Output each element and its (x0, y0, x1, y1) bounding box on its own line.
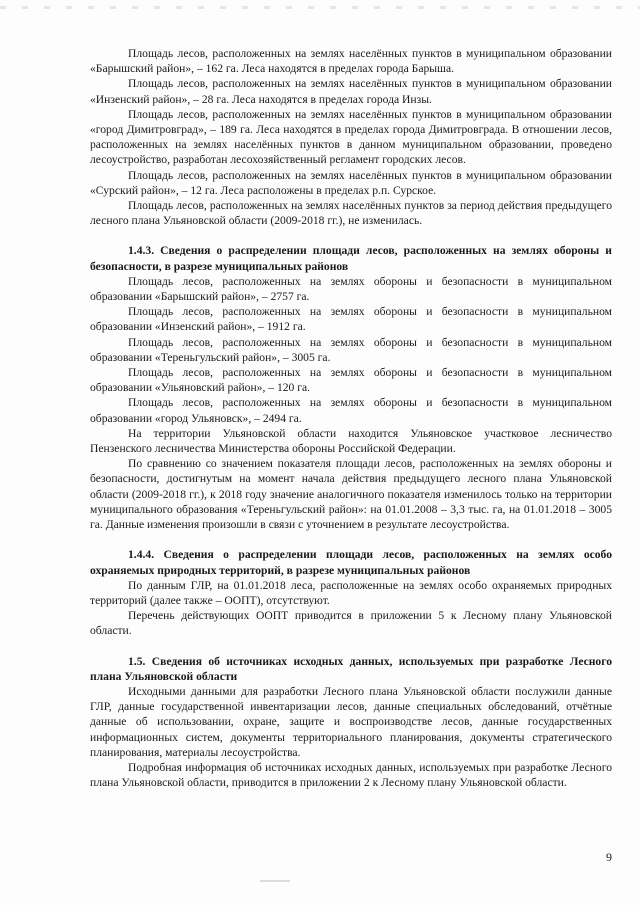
paragraph: Площадь лесов, расположенных на землях обороны и безопасности в муниципальном образовании «Барышский район», – 2757 га. (90, 274, 612, 304)
paragraph: Площадь лесов, расположенных на землях населённых пунктов в муниципальном образовании «город Димитровград», – 189 га. Леса находятся в пределах города Димитровграда. В отношении лесов, расположенных на землях населённых пунктов в данном муниципальном образовании, проведено лесоустройство, разработан лесохозяйственный регламент городских лесов. (90, 107, 612, 167)
paragraph: Площадь лесов, расположенных на землях населённых пунктов в муниципальном образовании «Барышский район», – 162 га. Леса находятся в пределах города Барыша. (90, 47, 612, 76)
page-number: 9 (606, 850, 612, 864)
paragraph: Перечень действующих ООПТ приводится в приложении 5 к Лесному плану Ульяновской области. (90, 609, 612, 638)
paragraph: Исходными данными для разработки Лесного плана Ульяновской области послужили данные ГЛР, данные государственной инвентаризации лесов, данные специальных обследований, отчётные данные об использовании, охране, защите и воспроизводстве лесов, данные государственных информационных систем, документы территориального планирования, документы стратегического планирования, материалы лесоустройства. (90, 684, 612, 759)
paragraph: Площадь лесов, расположенных на землях населённых пунктов в муниципальном образовании «Инзенский район», – 28 га. Леса находятся в пределах города Инзы. (90, 77, 612, 106)
section-heading-1-4-3: 1.4.3. Сведения о распределении площади лесов, расположенных на землях обороны и безопасности, в разрезе муниципальных районов (90, 244, 612, 273)
paragraph: Площадь лесов, расположенных на землях обороны и безопасности в муниципальном образовании «Ульяновский район», – 120 га. (90, 366, 612, 395)
paragraph: Площадь лесов, расположенных на землях обороны и безопасности в муниципальном образовании «Тереньгульский район», – 3005 га. (90, 335, 612, 364)
paragraph: Площадь лесов, расположенных на землях населённых пунктов за период действия предыдущего лесного плана Ульяновской области (2009-2018 гг.), не изменилась. (90, 199, 612, 228)
paragraph: Площадь лесов, расположенных на землях обороны и безопасности в муниципальном образовании «Инзенский район», – 1912 га. (90, 305, 612, 334)
paragraph: На территории Ульяновской области находится Ульяновское участковое лесничество Пензенского лесничества Министерства обороны Российской Федерации. (90, 426, 612, 456)
paragraph: Площадь лесов, расположенных на землях населённых пунктов в муниципальном образовании «Сурский район», – 12 га. Леса расположены в пределах р.п. Сурское. (90, 168, 612, 197)
section-heading-1-5: 1.5. Сведения об источниках исходных данных, используемых при разработке Лесного плана Ульяновской области (90, 654, 612, 683)
paragraph: По сравнению со значением показателя площади лесов, расположенных на землях обороны и безопасности, достигнутым на момент начала действия предыдущего лесного плана Ульяновской области (2009-2018 гг.), к 2018 году значение аналогичного показателя изменилось только на территории муниципального образования «Тереньгульский район»: на 01.01.2008 – 3,3 тыс. га, на 01.01.2018 – 3005 га. Данные изменения произошли в связи с уточнением в результате лесоустройства. (90, 457, 612, 532)
scan-artifact-top (0, 6, 640, 9)
document-body (90, 46, 612, 790)
paragraph: По данным ГЛР, на 01.01.2018 леса, расположенные на землях особо охраняемых природных территорий (далее также – ООПТ), отсутствуют. (90, 578, 612, 607)
section-heading-1-4-4: 1.4.4. Сведения о распределении площади лесов, расположенных на землях особо охраняемых природных территорий, в разрезе муниципальных районов (90, 548, 612, 577)
paragraph: Площадь лесов, расположенных на землях обороны и безопасности в муниципальном образовании «город Ульяновск», – 2494 га. (90, 396, 612, 425)
scan-artifact-bottom (260, 880, 290, 882)
paragraph: Подробная информация об источниках исходных данных, используемых при разработке Лесного плана Ульяновской области, приводится в приложении 2 к Лесному плану Ульяновской области. (90, 760, 612, 790)
